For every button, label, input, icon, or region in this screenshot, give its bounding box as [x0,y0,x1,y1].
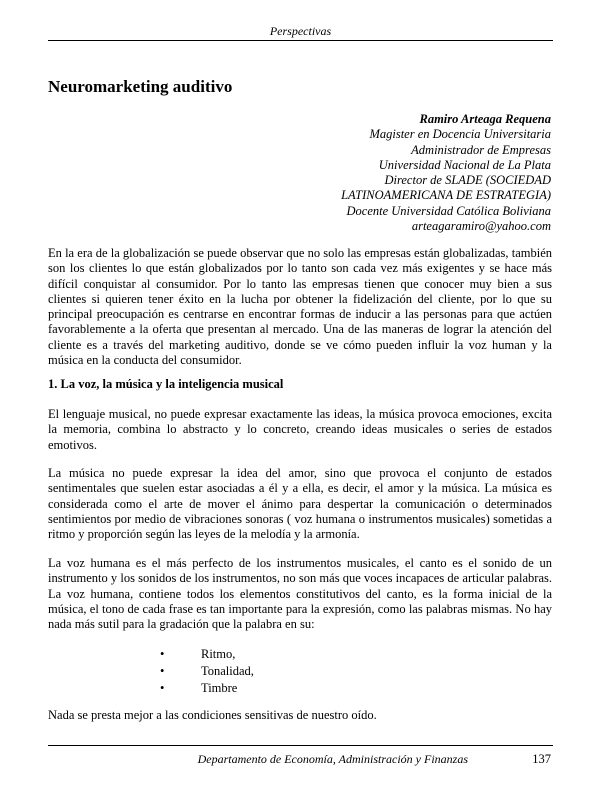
author-email: arteagaramiro@yahoo.com [411,219,551,234]
header-rule [48,40,553,41]
bullet-icon: • [160,664,165,678]
section-heading: 1. La voz, la música y la inteligencia musical [48,377,284,391]
bullet-icon: • [160,647,165,661]
author-credential: Universidad Nacional de La Plata [378,157,551,172]
paragraph-text: El lenguaje musical, no puede expresar exactamente las ideas, la música provoca emociones, excita la memoria, combina lo abstracto y lo concreto, creando ideas musicales o series de estados emotivos. [48,407,552,452]
body-paragraph [48,556,552,632]
list-item [160,663,254,680]
body-paragraph [48,466,552,542]
author-block [341,112,551,234]
paragraph-text: Nada se presta mejor a las condiciones sensitivas de nuestro oído. [48,708,377,722]
page-number: 137 [532,752,551,766]
paragraph-text: La voz humana es el más perfecto de los instrumentos musicales, el canto es el sonido de un instrumento y los sonidos de los instrumentos, no son más que voces incapaces de articular palabras. La voz humana, contiene todos los elementos constitutivos del canto, es la forma inicial de la música, el tono de cada frase es tan importante para la expresión, como las palabras mismas. No hay nada más sutil para la gradación que la palabra en su: [48,556,552,632]
bullet-icon: • [160,681,165,695]
list-item [160,646,254,663]
list-item [160,680,254,697]
list-item-text: Timbre [201,681,238,695]
body-paragraph [48,407,552,453]
bullet-list [160,646,254,697]
intro-paragraph [48,246,552,368]
article-title: Neuromarketing auditivo [48,77,233,96]
footer-rule [48,745,553,746]
paragraph-text: En la era de la globalización se puede observar que no solo las empresas están globalizadas, también son los clientes lo que están globalizados por lo tanto son cada vez más exigentes y se hace más difícil conquistar al consumidor. Por lo tanto las empresas tienen que conocer muy bien a sus clientes si quieren tener éxito en la lucha por obtener la fidelización del cliente, por lo que su principal preocupación es centrarse en encontrar formas de inducir a las personas para que actúen favorablemente a la oferta que presentan al mercado. Una de las maneras de lograr la atención del cliente es a través del marketing auditivo, donde se ve cómo pueden influir la voz human y la música en la conducta del consumidor. [48,246,552,368]
paragraph-text: La música no puede expresar la idea del amor, sino que provoca el conjunto de estados sentimentales que suelen estar asociadas a él y a ella, es decir, el amor y la música. La música es considerada como el arte de mover el ánimo para despertar la comunicación o determinados sentimientos por medio de vibraciones sonoras ( voz humana o instrumentos musicales) sometidas a ritmo y proporción según las leyes de la melodía y la armonía. [48,466,552,542]
author-credential: Administrador de Empresas [411,142,551,157]
footer-department: Departamento de Economía, Administración y Finanzas [197,752,468,766]
list-item-text: Tonalidad, [201,664,254,678]
author-credential: Director de SLADE (SOCIEDAD [384,173,551,188]
running-header: Perspectivas [269,24,332,38]
closing-paragraph [48,708,552,723]
author-credential: Magister en Docencia Universitaria [369,127,551,142]
author-credential: Docente Universidad Católica Boliviana [346,203,551,218]
author-name: Ramiro Arteaga Requena [419,112,551,126]
author-credential: LATINOAMERICANA DE ESTRATEGIA) [341,188,551,203]
list-item-text: Ritmo, [201,647,236,661]
